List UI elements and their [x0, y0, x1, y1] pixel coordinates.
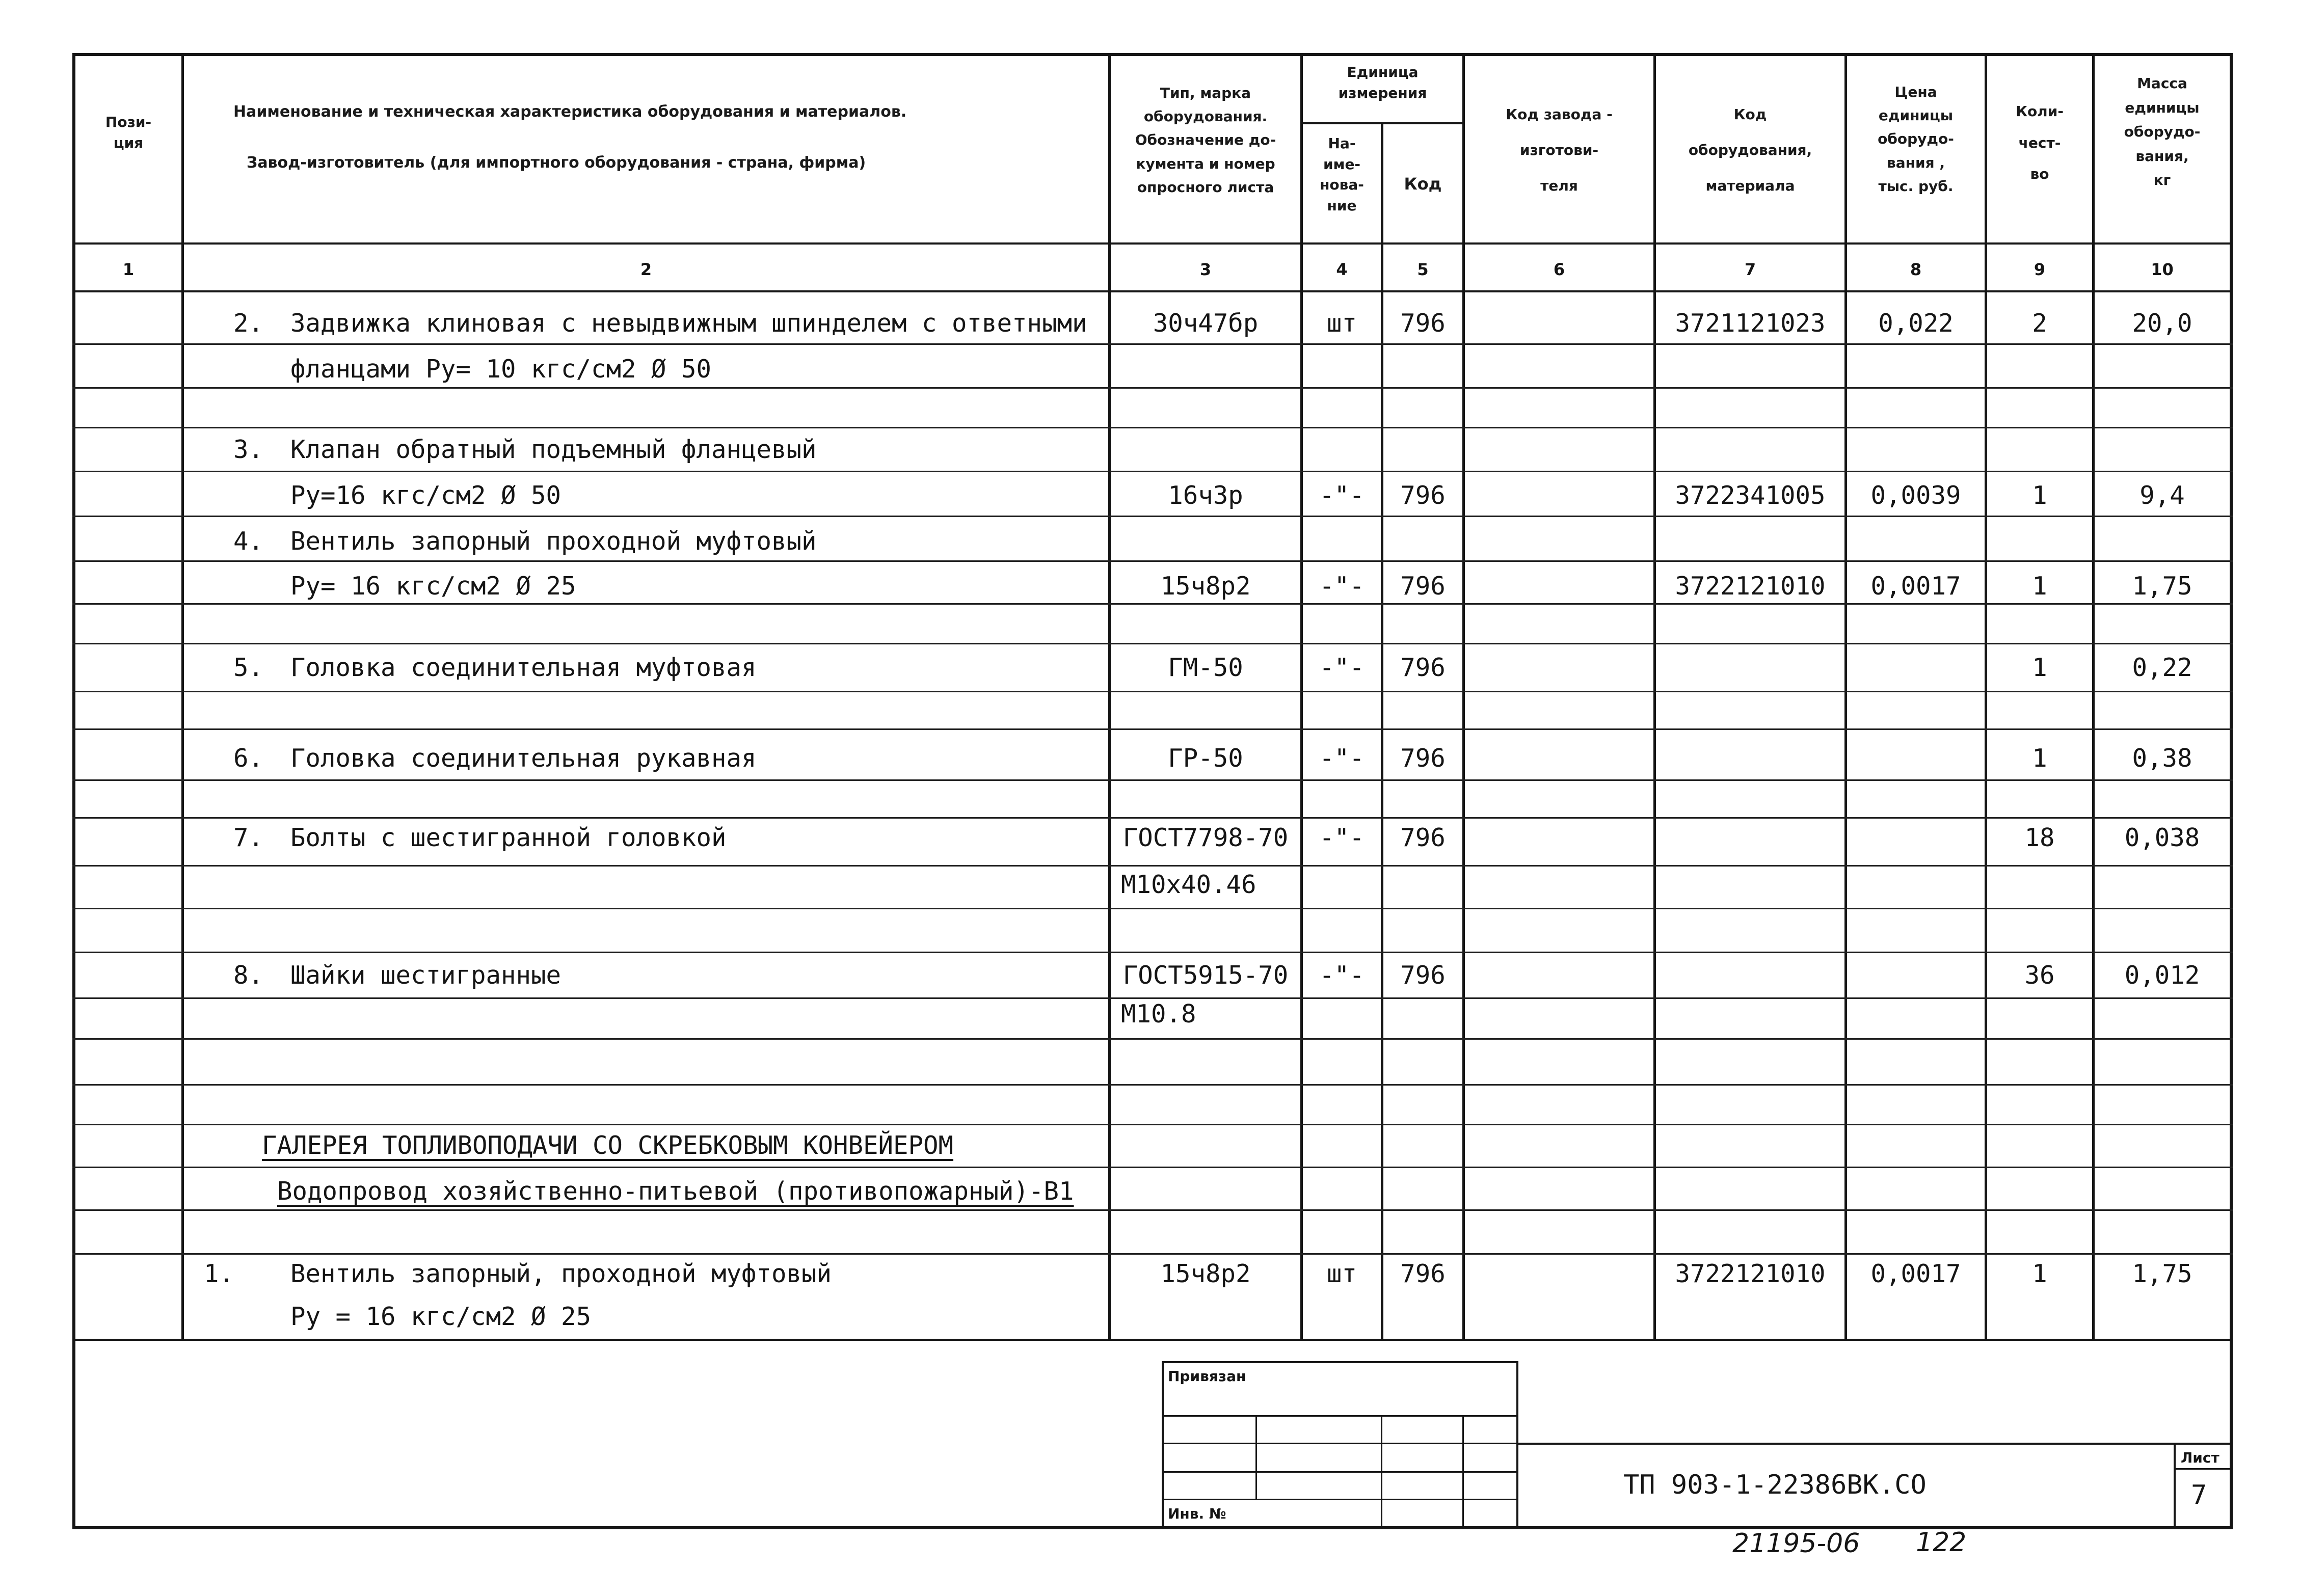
- row-line: [72, 691, 2233, 692]
- column-number: 10: [2151, 260, 2174, 279]
- item-unit-code: 796: [1400, 823, 1446, 852]
- column-divider: [2092, 56, 2095, 1340]
- header-unit-name: На- име- нова- ние: [1320, 135, 1364, 214]
- item-name: Задвижка клиновая с невыдвижным шпинделем с ответными: [290, 309, 1087, 338]
- item-mass: 1,75: [2132, 572, 2192, 601]
- item-type: М10.8: [1121, 999, 1196, 1029]
- row-line: [72, 779, 2233, 781]
- item-type: 16ч3р: [1168, 481, 1243, 510]
- column-divider: [1985, 56, 1987, 1340]
- item-type: 15ч8р2: [1160, 1259, 1251, 1288]
- row-line: [72, 1084, 2233, 1086]
- table-bottom-line: [72, 1339, 2233, 1341]
- item-mass: 0,038: [2124, 823, 2200, 852]
- item-mass: 0,012: [2124, 961, 2200, 990]
- row-line: [72, 1167, 2233, 1168]
- item-unit-code: 796: [1400, 961, 1446, 990]
- column-number: 9: [2034, 260, 2046, 279]
- row-line: [72, 387, 2233, 389]
- header-position: Пози- ция: [105, 114, 152, 151]
- item-equipment-code: 3722121010: [1675, 1259, 1826, 1288]
- row-line: [72, 427, 2233, 428]
- item-unit: -"-: [1319, 744, 1365, 773]
- header-mass: Масса единицы оборудо- вания, кг: [2124, 75, 2201, 189]
- item-number: 8.: [233, 961, 264, 990]
- item-mass: 0,22: [2132, 653, 2192, 682]
- column-number: 2: [640, 260, 652, 279]
- row-line: [72, 1038, 2233, 1040]
- item-number: 3.: [233, 435, 264, 464]
- item-quantity: 1: [2032, 653, 2047, 682]
- item-type: ГМ-50: [1168, 653, 1243, 682]
- row-line: [72, 603, 2233, 605]
- row-line: [72, 817, 2233, 819]
- header-unit-line: [1300, 122, 1462, 124]
- item-unit: -"-: [1319, 572, 1365, 601]
- item-quantity: 1: [2032, 1259, 2047, 1288]
- header-price: Цена единицы оборудо- вания , тыс. руб.: [1878, 84, 1954, 195]
- stamp-border: [1162, 1361, 1518, 1363]
- item-unit-code: 796: [1400, 309, 1446, 338]
- column-number: 1: [122, 260, 135, 279]
- item-name: Шайки шестигранные: [290, 961, 561, 990]
- column-divider: [1300, 56, 1303, 1340]
- column-number: 6: [1553, 260, 1565, 279]
- header-quantity: Коли- чест- во: [2016, 103, 2064, 183]
- item-type: 15ч8р2: [1160, 572, 1251, 601]
- item-name: фланцами Ру= 10 кгс/см2 Ø 50: [290, 355, 712, 384]
- item-unit-code: 796: [1400, 1259, 1446, 1288]
- stamp-line: [2174, 1468, 2233, 1470]
- item-quantity: 2: [2032, 309, 2047, 338]
- column-divider: [1653, 56, 1656, 1340]
- item-type: 30ч47бр: [1153, 309, 1259, 338]
- item-equipment-code: 3721121023: [1675, 309, 1826, 338]
- item-mass: 20,0: [2132, 309, 2192, 338]
- item-number: 6.: [233, 744, 264, 773]
- item-name: Клапан обратный подъемный фланцевый: [290, 435, 817, 464]
- header-equipment-code: Код оборудования, материала: [1688, 106, 1812, 194]
- item-number: 5.: [233, 653, 264, 682]
- stamp-line: [1162, 1415, 1518, 1417]
- row-line: [72, 1209, 2233, 1211]
- item-quantity: 36: [2024, 961, 2055, 990]
- item-unit: шт: [1326, 1259, 1357, 1288]
- item-name: Головка соединительная рукавная: [290, 744, 757, 773]
- item-equipment-code: 3722341005: [1675, 481, 1826, 510]
- stamp-line: [2174, 1443, 2176, 1529]
- handwritten-number: 21195-06: [1732, 1528, 1860, 1559]
- item-price: 0,022: [1878, 309, 1954, 338]
- stamp-line: [1162, 1499, 1518, 1500]
- column-number: 7: [1744, 260, 1756, 279]
- stamp-inv-no: Инв. №: [1168, 1505, 1226, 1522]
- item-unit-code: 796: [1400, 744, 1446, 773]
- column-number: 8: [1910, 260, 1922, 279]
- item-quantity: 1: [2032, 481, 2047, 510]
- row-line: [72, 908, 2233, 909]
- item-number: 1.: [204, 1259, 234, 1288]
- column-divider: [1108, 56, 1111, 1340]
- item-name: Ру = 16 кгс/см2 Ø 25: [290, 1302, 592, 1331]
- stamp-privyazan: Привязан: [1168, 1368, 1246, 1385]
- row-line: [72, 1124, 2233, 1125]
- item-type: ГОСТ5915-70: [1122, 961, 1289, 990]
- header-name-line1: Наименование и техническая характеристика оборудования и материалов.: [233, 103, 907, 121]
- column-divider: [181, 56, 184, 1340]
- stamp-border: [1516, 1361, 1518, 1529]
- item-mass: 9,4: [2139, 481, 2185, 510]
- item-price: 0,0017: [1870, 1259, 1961, 1288]
- header-type: Тип, марка оборудования. Обозначение до- кумента и номер опросного листа: [1135, 85, 1276, 196]
- item-number: 4.: [233, 527, 264, 556]
- header-name-line2: Завод-изготовитель (для импортного оборудования - страна, фирма): [247, 154, 866, 172]
- header-bottom-line: [72, 242, 2233, 245]
- item-number: 2.: [233, 309, 264, 338]
- header-unit-group: Единица измерения: [1338, 64, 1427, 101]
- item-price: 0,0017: [1870, 572, 1961, 601]
- stamp-line: [1255, 1415, 1257, 1499]
- column-number-line: [72, 290, 2233, 292]
- item-equipment-code: 3722121010: [1675, 572, 1826, 601]
- item-unit: -"-: [1319, 481, 1365, 510]
- item-quantity: 1: [2032, 744, 2047, 773]
- section-subtitle: Водопровод хозяйственно-питьевой (противопожарный)-В1: [277, 1177, 1074, 1206]
- stamp-line: [1518, 1443, 2233, 1445]
- item-name: Вентиль запорный проходной муфтовый: [290, 527, 817, 556]
- row-line: [72, 516, 2233, 517]
- item-unit: -"-: [1319, 653, 1365, 682]
- row-line: [72, 865, 2233, 867]
- item-name: Болты с шестигранной головкой: [290, 823, 727, 852]
- item-unit: -"-: [1319, 823, 1365, 852]
- item-number: 7.: [233, 823, 264, 852]
- stamp-line: [1162, 1443, 1518, 1444]
- item-type: М10х40.46: [1121, 870, 1256, 899]
- row-line: [72, 728, 2233, 730]
- header-factory-code: Код завода - изготови- теля: [1506, 106, 1613, 194]
- item-unit: шт: [1326, 309, 1357, 338]
- stamp-line: [1462, 1415, 1464, 1529]
- item-quantity: 18: [2024, 823, 2055, 852]
- row-line: [72, 643, 2233, 644]
- column-number: 5: [1417, 260, 1429, 279]
- item-unit: -"-: [1319, 961, 1365, 990]
- row-line: [72, 343, 2233, 345]
- row-line: [72, 997, 2233, 999]
- column-number: 4: [1336, 260, 1348, 279]
- item-name: Головка соединительная муфтовая: [290, 653, 757, 682]
- item-mass: 0,38: [2132, 744, 2192, 773]
- item-quantity: 1: [2032, 572, 2047, 601]
- item-unit-code: 796: [1400, 572, 1446, 601]
- column-number: 3: [1199, 260, 1212, 279]
- item-unit-code: 796: [1400, 481, 1446, 510]
- item-name: Ру= 16 кгс/см2 Ø 25: [290, 572, 576, 601]
- stamp-border: [1162, 1361, 1164, 1529]
- section-title: ГАЛЕРЕЯ ТОПЛИВОПОДАЧИ СО СКРЕБКОВЫМ КОНВЕЙЕРОМ: [262, 1131, 954, 1160]
- column-divider: [1381, 124, 1383, 1340]
- row-line: [72, 471, 2233, 472]
- item-name: Ру=16 кгс/см2 Ø 50: [290, 481, 561, 510]
- item-type: ГР-50: [1168, 744, 1243, 773]
- handwritten-page: 122: [1916, 1527, 1967, 1558]
- sheet-number: 7: [2191, 1480, 2207, 1510]
- column-divider: [1844, 56, 1847, 1340]
- item-unit-code: 796: [1400, 653, 1446, 682]
- stamp-line: [1162, 1471, 1518, 1473]
- item-price: 0,0039: [1870, 481, 1961, 510]
- column-divider: [1462, 56, 1465, 1340]
- row-line: [72, 560, 2233, 562]
- row-line: [72, 952, 2233, 953]
- item-mass: 1,75: [2132, 1259, 2192, 1288]
- document-code: ТП 903-1-22386ВК.СО: [1623, 1470, 1927, 1500]
- item-name: Вентиль запорный, проходной муфтовый: [290, 1259, 832, 1288]
- stamp-line: [1381, 1415, 1382, 1529]
- sheet-label: Лист: [2181, 1449, 2219, 1466]
- row-line: [72, 1253, 2233, 1255]
- item-type: ГОСТ7798-70: [1122, 823, 1289, 852]
- header-unit-code: Код: [1404, 174, 1442, 194]
